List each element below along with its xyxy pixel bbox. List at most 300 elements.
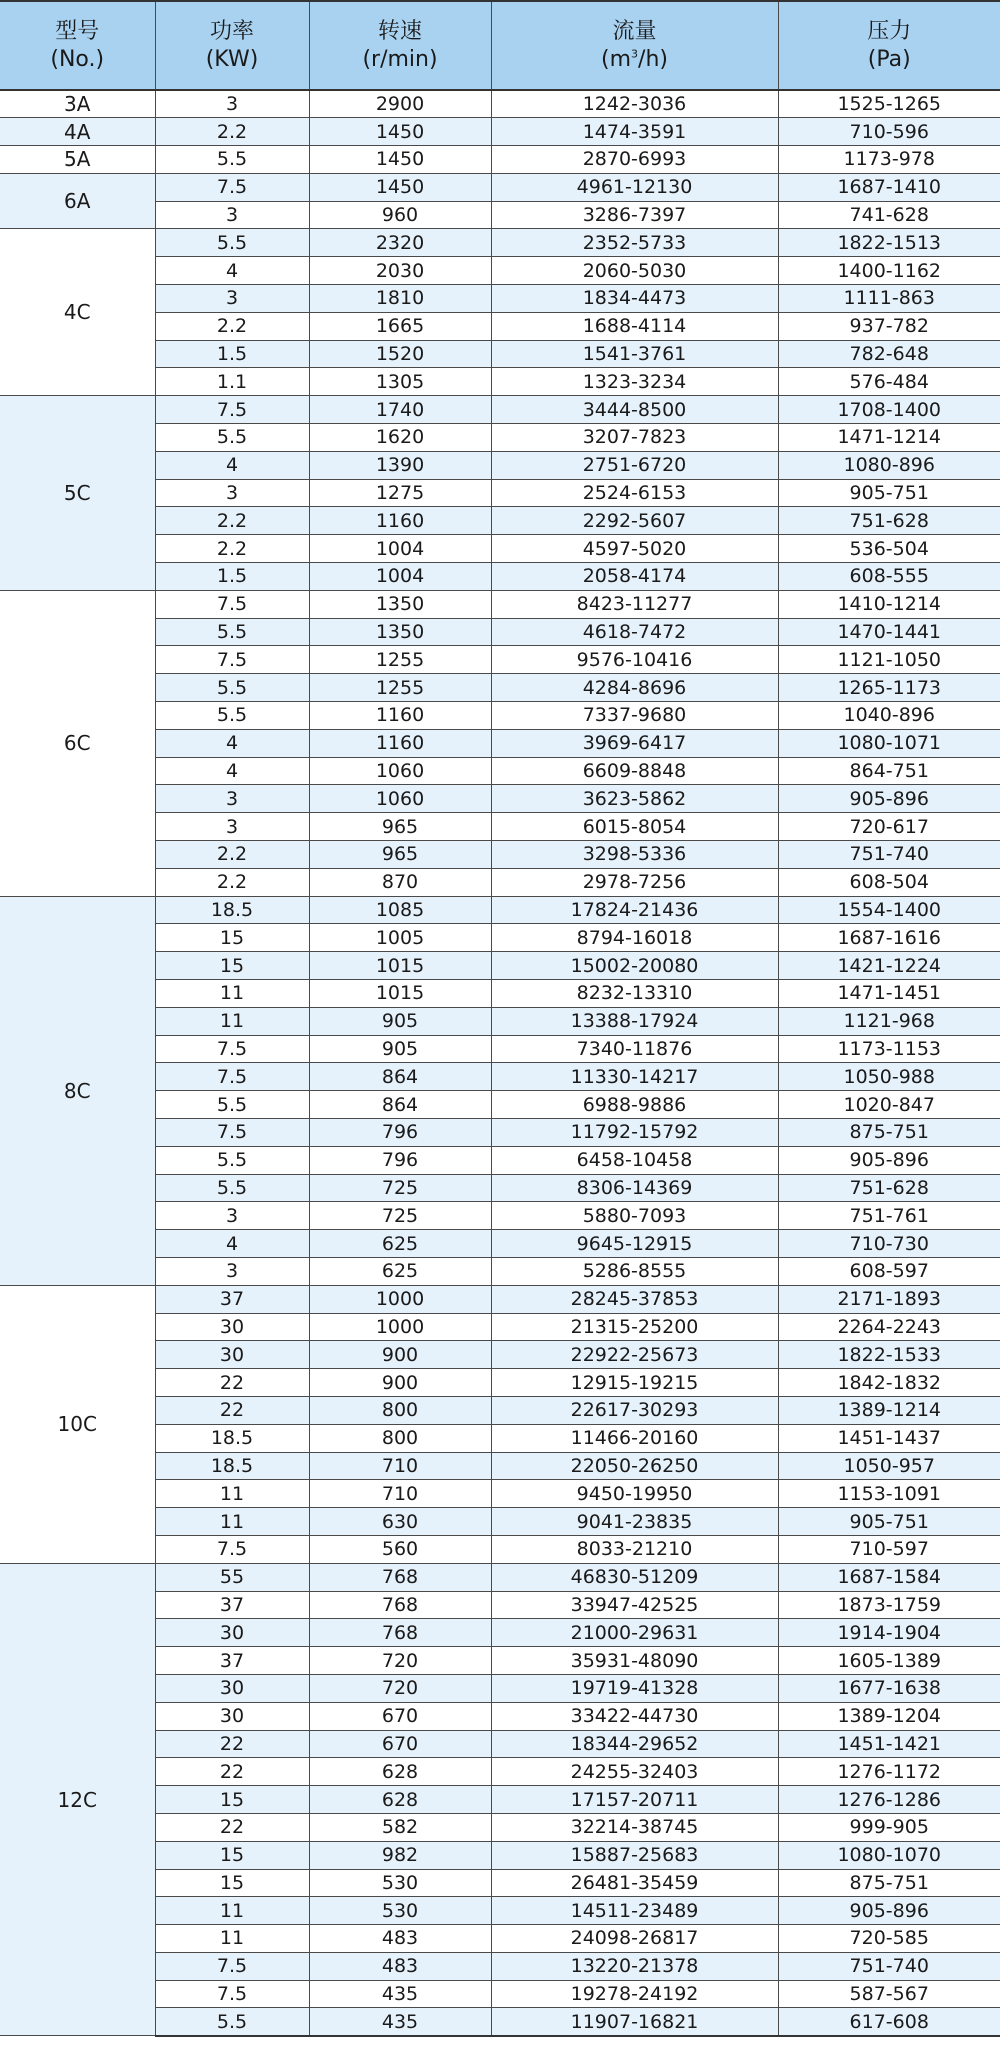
pressure-cell: 576-484 [778,368,1000,396]
flow-cell: 3623-5862 [491,785,778,813]
flow-cell: 26481-35459 [491,1869,778,1897]
pressure-cell: 875-751 [778,1869,1000,1897]
power-cell: 55 [155,1563,309,1591]
flow-cell: 1541-3761 [491,340,778,368]
power-cell: 5.5 [155,2008,309,2036]
pressure-cell: 937-782 [778,312,1000,340]
model-cell: 8C [0,896,155,1285]
power-cell: 7.5 [155,1118,309,1146]
flow-cell: 32214-38745 [491,1813,778,1841]
power-cell: 2.2 [155,507,309,535]
flow-cell: 12915-19215 [491,1369,778,1397]
speed-cell: 720 [309,1674,491,1702]
pressure-cell: 1451-1437 [778,1424,1000,1452]
pressure-cell: 710-730 [778,1230,1000,1258]
power-cell: 1.1 [155,368,309,396]
flow-cell: 21315-25200 [491,1313,778,1341]
pressure-cell: 1451-1421 [778,1730,1000,1758]
speed-cell: 800 [309,1424,491,1452]
flow-cell: 11907-16821 [491,2008,778,2036]
power-cell: 11 [155,980,309,1008]
speed-cell: 530 [309,1869,491,1897]
table-row [0,118,1000,146]
flow-cell: 7337-9680 [491,702,778,730]
flow-cell: 11330-14217 [491,1063,778,1091]
power-cell: 7.5 [155,396,309,424]
power-cell: 7.5 [155,1035,309,1063]
flow-cell: 2978-7256 [491,868,778,896]
speed-cell: 965 [309,841,491,869]
pressure-cell: 1471-1214 [778,424,1000,452]
power-cell: 37 [155,1591,309,1619]
speed-cell: 628 [309,1786,491,1814]
speed-cell: 1740 [309,396,491,424]
power-cell: 5.5 [155,146,309,174]
flow-cell: 33422-44730 [491,1702,778,1730]
pressure-cell: 1421-1224 [778,952,1000,980]
flow-cell: 3298-5336 [491,841,778,869]
power-cell: 3 [155,813,309,841]
speed-cell: 2030 [309,257,491,285]
pressure-cell: 1822-1533 [778,1341,1000,1369]
pressure-cell: 587-567 [778,1980,1000,2008]
pressure-cell: 1276-1286 [778,1786,1000,1814]
power-cell: 11 [155,1508,309,1536]
power-cell: 4 [155,729,309,757]
power-cell: 30 [155,1702,309,1730]
power-cell: 7.5 [155,1980,309,2008]
table-row [0,1563,1000,1591]
speed-cell: 725 [309,1202,491,1230]
speed-cell: 560 [309,1535,491,1563]
power-cell: 30 [155,1619,309,1647]
flow-cell: 14511-23489 [491,1897,778,1925]
power-cell: 4 [155,757,309,785]
flow-cell: 8306-14369 [491,1174,778,1202]
pressure-cell: 1471-1451 [778,980,1000,1008]
header-flow-unit-post: /h) [638,46,668,72]
speed-cell: 1390 [309,451,491,479]
pressure-cell: 751-628 [778,507,1000,535]
pressure-cell: 905-896 [778,785,1000,813]
pressure-cell: 1050-988 [778,1063,1000,1091]
speed-cell: 1060 [309,757,491,785]
model-cell: 12C [0,1563,155,2036]
power-cell: 4 [155,257,309,285]
speed-cell: 1000 [309,1285,491,1313]
model-cell: 5C [0,396,155,591]
power-cell: 11 [155,1897,309,1925]
pressure-cell: 905-751 [778,1508,1000,1536]
pressure-cell: 1121-1050 [778,646,1000,674]
flow-cell: 5286-8555 [491,1257,778,1285]
pressure-cell: 1040-896 [778,702,1000,730]
power-cell: 2.2 [155,118,309,146]
header-flow [491,1,778,90]
pressure-cell: 741-628 [778,201,1000,229]
pressure-cell: 905-896 [778,1146,1000,1174]
table-row [0,90,1000,118]
speed-cell: 2900 [309,90,491,118]
header-speed-unit: (r/min) [362,46,438,72]
model-cell: 3A [0,90,155,118]
speed-cell: 960 [309,201,491,229]
power-cell: 15 [155,924,309,952]
pressure-cell: 2171-1893 [778,1285,1000,1313]
pressure-cell: 1914-1904 [778,1619,1000,1647]
pressure-cell: 1153-1091 [778,1480,1000,1508]
flow-cell: 2058-4174 [491,563,778,591]
pressure-cell: 1470-1441 [778,618,1000,646]
model-cell: 4A [0,118,155,146]
speed-cell: 670 [309,1730,491,1758]
flow-cell: 8232-13310 [491,980,778,1008]
pressure-cell: 1265-1173 [778,674,1000,702]
header-pressure [778,1,1000,90]
pressure-cell: 1020-847 [778,1091,1000,1119]
flow-cell: 1323-3234 [491,368,778,396]
flow-cell: 13388-17924 [491,1007,778,1035]
power-cell: 3 [155,201,309,229]
power-cell: 18.5 [155,1424,309,1452]
pressure-cell: 710-596 [778,118,1000,146]
flow-cell: 1474-3591 [491,118,778,146]
speed-cell: 1004 [309,563,491,591]
speed-cell: 905 [309,1007,491,1035]
power-cell: 22 [155,1396,309,1424]
speed-cell: 725 [309,1174,491,1202]
table-row [0,229,1000,257]
flow-cell: 4284-8696 [491,674,778,702]
speed-cell: 530 [309,1897,491,1925]
pressure-cell: 1842-1832 [778,1369,1000,1397]
flow-cell: 17157-20711 [491,1786,778,1814]
speed-cell: 628 [309,1758,491,1786]
pressure-cell: 536-504 [778,535,1000,563]
flow-cell: 2292-5607 [491,507,778,535]
power-cell: 5.5 [155,702,309,730]
flow-cell: 11792-15792 [491,1118,778,1146]
flow-cell: 2060-5030 [491,257,778,285]
speed-cell: 1085 [309,896,491,924]
power-cell: 7.5 [155,590,309,618]
pressure-cell: 1400-1162 [778,257,1000,285]
pressure-cell: 751-761 [778,1202,1000,1230]
speed-cell: 982 [309,1841,491,1869]
speed-cell: 905 [309,1035,491,1063]
table-row [0,1285,1000,1313]
power-cell: 22 [155,1813,309,1841]
pressure-cell: 864-751 [778,757,1000,785]
header-flow-cn: 流量 [612,18,657,44]
pressure-cell: 1389-1204 [778,1702,1000,1730]
pressure-cell: 1080-1070 [778,1841,1000,1869]
pressure-cell: 1276-1172 [778,1758,1000,1786]
power-cell: 5.5 [155,424,309,452]
speed-cell: 483 [309,1952,491,1980]
pressure-cell: 608-555 [778,563,1000,591]
speed-cell: 670 [309,1702,491,1730]
speed-cell: 870 [309,868,491,896]
pressure-cell: 2264-2243 [778,1313,1000,1341]
power-cell: 15 [155,952,309,980]
power-cell: 4 [155,1230,309,1258]
flow-cell: 18344-29652 [491,1730,778,1758]
flow-cell: 6609-8848 [491,757,778,785]
power-cell: 37 [155,1285,309,1313]
flow-cell: 24098-26817 [491,1925,778,1953]
flow-cell: 6015-8054 [491,813,778,841]
flow-cell: 4597-5020 [491,535,778,563]
power-cell: 4 [155,451,309,479]
flow-cell: 4961-12130 [491,173,778,201]
power-cell: 5.5 [155,229,309,257]
speed-cell: 900 [309,1369,491,1397]
speed-cell: 630 [309,1508,491,1536]
speed-cell: 2320 [309,229,491,257]
header-speed [309,1,491,90]
speed-cell: 1004 [309,535,491,563]
power-cell: 5.5 [155,1091,309,1119]
speed-cell: 900 [309,1341,491,1369]
model-cell: 10C [0,1285,155,1563]
flow-cell: 1688-4114 [491,312,778,340]
power-cell: 22 [155,1758,309,1786]
pressure-cell: 710-597 [778,1535,1000,1563]
flow-cell: 6458-10458 [491,1146,778,1174]
speed-cell: 582 [309,1813,491,1841]
pressure-cell: 1687-1410 [778,173,1000,201]
power-cell: 5.5 [155,1174,309,1202]
power-cell: 3 [155,785,309,813]
flow-cell: 35931-48090 [491,1647,778,1675]
pressure-cell: 1080-1071 [778,729,1000,757]
speed-cell: 1520 [309,340,491,368]
flow-cell: 17824-21436 [491,896,778,924]
pressure-cell: 720-617 [778,813,1000,841]
speed-cell: 625 [309,1230,491,1258]
speed-cell: 800 [309,1396,491,1424]
model-cell: 5A [0,146,155,174]
power-cell: 3 [155,90,309,118]
pressure-cell: 782-648 [778,340,1000,368]
power-cell: 37 [155,1647,309,1675]
flow-cell: 19278-24192 [491,1980,778,2008]
flow-cell: 8423-11277 [491,590,778,618]
speed-cell: 864 [309,1091,491,1119]
pressure-cell: 1708-1400 [778,396,1000,424]
header-pressure-cn: 压力 [867,18,912,44]
speed-cell: 768 [309,1591,491,1619]
flow-cell: 13220-21378 [491,1952,778,1980]
speed-cell: 710 [309,1452,491,1480]
power-cell: 7.5 [155,646,309,674]
flow-cell: 21000-29631 [491,1619,778,1647]
pressure-cell: 1822-1513 [778,229,1000,257]
speed-cell: 768 [309,1563,491,1591]
speed-cell: 1060 [309,785,491,813]
power-cell: 5.5 [155,674,309,702]
power-cell: 15 [155,1786,309,1814]
header-flow-unit-pre: (m [601,46,632,72]
power-cell: 2.2 [155,535,309,563]
flow-cell: 9041-23835 [491,1508,778,1536]
flow-cell: 22617-30293 [491,1396,778,1424]
speed-cell: 1450 [309,173,491,201]
flow-cell: 2352-5733 [491,229,778,257]
pressure-cell: 751-740 [778,1952,1000,1980]
table-row [0,146,1000,174]
power-cell: 15 [155,1841,309,1869]
pressure-cell: 1687-1616 [778,924,1000,952]
flow-cell: 3207-7823 [491,424,778,452]
speed-cell: 1015 [309,980,491,1008]
header-flow-unit [492,46,778,74]
power-cell: 3 [155,285,309,313]
flow-cell: 7340-11876 [491,1035,778,1063]
table-row [0,590,1000,618]
speed-cell: 625 [309,1257,491,1285]
header-model-cn: 型号 [55,18,100,44]
power-cell: 7.5 [155,1952,309,1980]
speed-cell: 1620 [309,424,491,452]
pressure-cell: 720-585 [778,1925,1000,1953]
flow-cell: 28245-37853 [491,1285,778,1313]
speed-cell: 796 [309,1118,491,1146]
pressure-cell: 751-740 [778,841,1000,869]
power-cell: 1.5 [155,563,309,591]
flow-cell: 2870-6993 [491,146,778,174]
speed-cell: 435 [309,1980,491,2008]
speed-cell: 1450 [309,118,491,146]
pressure-cell: 1121-968 [778,1007,1000,1035]
table-header [0,1,1000,90]
power-cell: 2.2 [155,868,309,896]
pressure-cell: 1677-1638 [778,1674,1000,1702]
power-cell: 15 [155,1869,309,1897]
speed-cell: 864 [309,1063,491,1091]
power-cell: 2.2 [155,312,309,340]
pressure-cell: 1173-1153 [778,1035,1000,1063]
power-cell: 3 [155,479,309,507]
flow-cell: 3444-8500 [491,396,778,424]
speed-cell: 483 [309,1925,491,1953]
power-cell: 5.5 [155,618,309,646]
speed-cell: 720 [309,1647,491,1675]
pressure-cell: 875-751 [778,1118,1000,1146]
flow-cell: 4618-7472 [491,618,778,646]
pressure-cell: 617-608 [778,2008,1000,2036]
header-speed-cn: 转速 [377,18,422,44]
speed-cell: 768 [309,1619,491,1647]
speed-cell: 1160 [309,507,491,535]
header-pressure-unit: (Pa) [867,46,911,72]
pressure-cell: 1173-978 [778,146,1000,174]
power-cell: 18.5 [155,1452,309,1480]
power-cell: 30 [155,1674,309,1702]
power-cell: 11 [155,1925,309,1953]
pressure-cell: 1111-863 [778,285,1000,313]
speed-cell: 1160 [309,702,491,730]
header-power-cn: 功率 [209,18,254,44]
power-cell: 7.5 [155,1535,309,1563]
power-cell: 22 [155,1730,309,1758]
speed-cell: 1350 [309,618,491,646]
table-row [0,896,1000,924]
speed-cell: 1665 [309,312,491,340]
power-cell: 30 [155,1313,309,1341]
power-cell: 30 [155,1341,309,1369]
power-cell: 18.5 [155,896,309,924]
table-row [0,173,1000,201]
flow-cell: 2524-6153 [491,479,778,507]
speed-cell: 1000 [309,1313,491,1341]
flow-cell: 15887-25683 [491,1841,778,1869]
flow-cell: 8033-21210 [491,1535,778,1563]
power-cell: 7.5 [155,1063,309,1091]
flow-cell: 22922-25673 [491,1341,778,1369]
header-power-unit: (KW) [205,46,259,72]
flow-cell: 9576-10416 [491,646,778,674]
speed-cell: 1255 [309,646,491,674]
speed-cell: 1160 [309,729,491,757]
speed-cell: 1810 [309,285,491,313]
speed-cell: 796 [309,1146,491,1174]
power-cell: 2.2 [155,841,309,869]
table-body [0,90,1000,2036]
flow-cell: 24255-32403 [491,1758,778,1786]
flow-cell: 1242-3036 [491,90,778,118]
power-cell: 5.5 [155,1146,309,1174]
flow-cell: 3969-6417 [491,729,778,757]
power-cell: 3 [155,1257,309,1285]
speed-cell: 1450 [309,146,491,174]
pressure-cell: 751-628 [778,1174,1000,1202]
power-cell: 7.5 [155,173,309,201]
power-cell: 3 [155,1202,309,1230]
pressure-cell: 905-751 [778,479,1000,507]
pressure-cell: 905-896 [778,1897,1000,1925]
power-cell: 22 [155,1369,309,1397]
header-row [0,1,1000,90]
flow-cell: 33947-42525 [491,1591,778,1619]
flow-cell: 46830-51209 [491,1563,778,1591]
header-flow-unit-sup: 3 [631,47,639,61]
speed-cell: 1015 [309,952,491,980]
speed-cell: 435 [309,2008,491,2036]
speed-cell: 710 [309,1480,491,1508]
model-cell: 6A [0,173,155,229]
model-cell: 6C [0,590,155,896]
pressure-cell: 1410-1214 [778,590,1000,618]
flow-cell: 15002-20080 [491,952,778,980]
pressure-cell: 1687-1584 [778,1563,1000,1591]
flow-cell: 2751-6720 [491,451,778,479]
pressure-cell: 1525-1265 [778,90,1000,118]
pressure-cell: 608-597 [778,1257,1000,1285]
pressure-cell: 1605-1389 [778,1647,1000,1675]
table-row [0,396,1000,424]
pressure-cell: 1050-957 [778,1452,1000,1480]
power-cell: 11 [155,1007,309,1035]
pressure-cell: 1554-1400 [778,896,1000,924]
power-cell: 11 [155,1480,309,1508]
flow-cell: 6988-9886 [491,1091,778,1119]
flow-cell: 9450-19950 [491,1480,778,1508]
speed-cell: 1305 [309,368,491,396]
speed-cell: 965 [309,813,491,841]
pressure-cell: 1080-896 [778,451,1000,479]
